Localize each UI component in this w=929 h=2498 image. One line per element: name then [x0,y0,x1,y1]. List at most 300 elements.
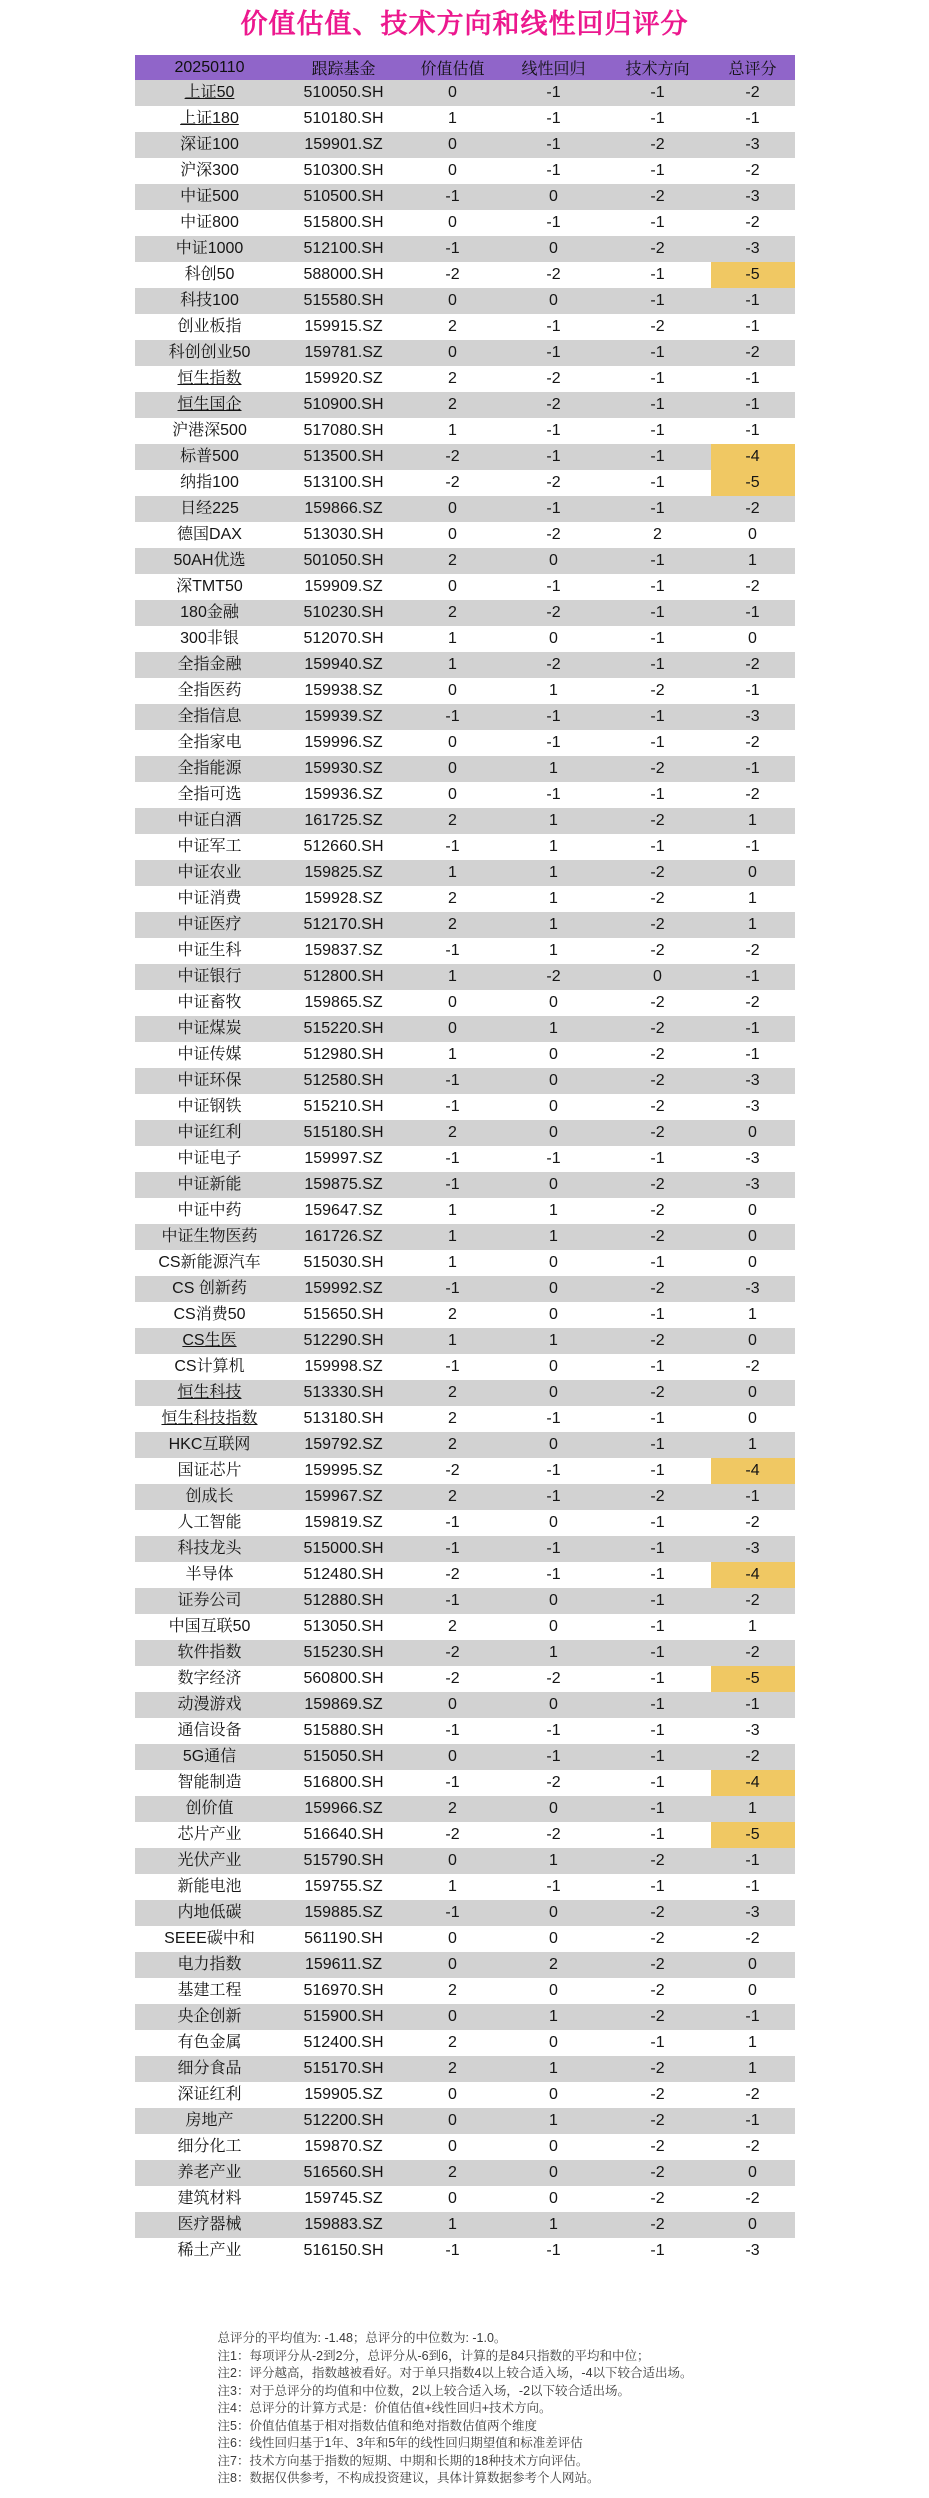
fund-code-cell: 560800.SH [303,1670,384,1687]
index-name-cell: 新能电池 [177,1878,242,1895]
table-row [135,80,795,106]
total-score-cell: -2 [745,2190,760,2207]
valuation-cell: -1 [403,236,503,262]
table-row [135,2082,795,2108]
fund-code-cell: 561190.SH [304,1930,383,1947]
regression-cell: -1 [503,1536,605,1562]
index-name-cell: CS 创新药 [135,1276,285,1302]
valuation-cell: -1 [403,1588,503,1614]
regression-cell: 1 [503,1016,605,1042]
total-score-cell: 1 [711,2056,795,2082]
total-score-cell: -3 [711,1900,795,1926]
direction-cell: -1 [650,1306,665,1323]
regression-cell: -2 [546,1826,561,1843]
table-row [135,2134,795,2160]
fund-code-cell: 515220.SH [285,1016,403,1042]
index-name-cell: 软件指数 [135,1640,285,1666]
index-name-cell: 中证传媒 [177,1046,242,1063]
direction-cell: -2 [605,2108,711,2134]
fund-code-cell: 513500.SH [285,444,403,470]
direction-cell: -2 [650,2190,665,2207]
valuation-cell: -2 [445,1670,460,1687]
direction-cell: -2 [605,860,711,886]
fund-code-cell: 161726.SZ [285,1224,403,1250]
table-row [135,184,795,210]
valuation-cell: 2 [403,808,503,834]
index-name-cell: 180金融 [135,600,285,626]
fund-code-cell: 159837.SZ [304,942,383,959]
regression-cell: -1 [546,110,561,127]
direction-cell: -2 [605,1224,711,1250]
valuation-cell: 2 [403,1484,503,1510]
total-score-cell: -3 [745,1150,760,1167]
direction-cell: -1 [605,652,711,678]
regression-cell: 1 [549,1202,558,1219]
regression-cell: 0 [503,1692,605,1718]
fund-code-cell: 512400.SH [303,2034,384,2051]
table-row [135,808,795,834]
regression-cell: -1 [503,1484,605,1510]
total-score-cell: -1 [745,1046,760,1063]
table-row [135,236,795,262]
direction-cell: -2 [605,808,711,834]
regression-cell: 0 [549,2034,558,2051]
fund-code-cell: 515580.SH [285,288,403,314]
regression-cell: -1 [546,162,561,179]
table-row [135,1692,795,1718]
index-name-cell: 房地产 [135,2108,285,2134]
valuation-cell: 2 [403,1796,503,1822]
regression-cell: 0 [549,1254,558,1271]
index-name-cell: 芯片产业 [177,1826,242,1843]
total-score-cell: 0 [748,1254,757,1271]
direction-cell: -2 [650,682,665,699]
valuation-cell: -2 [403,1640,503,1666]
direction-cell: -1 [650,1670,665,1687]
valuation-cell: -1 [403,1536,503,1562]
score-table [135,55,795,2264]
fund-code-cell: 512660.SH [303,838,384,855]
table-row [135,1302,795,1328]
valuation-cell: 1 [448,630,457,647]
score-table-header [135,55,795,80]
valuation-cell: 0 [403,132,503,158]
fund-code-cell: 159866.SZ [285,496,403,522]
fund-code-cell: 159885.SZ [285,1900,403,1926]
index-name-cell: 细分化工 [177,2138,242,2155]
direction-cell: -2 [605,132,711,158]
valuation-cell: 0 [403,756,503,782]
regression-cell: 0 [503,1276,605,1302]
table-row [135,522,795,548]
total-score-cell: -4 [711,1458,795,1484]
fund-code-cell: 516800.SH [303,1774,384,1791]
index-name-cell: 纳指100 [180,474,239,491]
total-score-cell: 0 [711,1120,795,1146]
total-score-cell: 0 [748,1202,757,1219]
total-score-cell: -2 [745,942,760,959]
direction-cell: -2 [605,2056,711,2082]
regression-cell: 0 [503,1796,605,1822]
index-name-cell: 中证电子 [177,1150,242,1167]
valuation-cell: 2 [403,2056,503,2082]
direction-cell: -1 [605,1432,711,1458]
total-score-cell: -2 [745,1930,760,1947]
table-row [135,1874,795,1900]
valuation-cell: 0 [403,496,503,522]
direction-cell: -2 [605,1016,711,1042]
total-score-cell: -3 [711,704,795,730]
regression-cell: -1 [503,132,605,158]
page-content [135,0,795,2498]
table-row [135,1042,795,1068]
regression-cell: 0 [549,1618,558,1635]
column-header-regression: 线性回归 [503,55,605,80]
fund-code-cell: 516560.SH [285,2160,403,2186]
valuation-cell: -1 [445,1358,460,1375]
note-line: 注8：数据仅供参考，不构成投资建议，具体计算数据参考个人网站。 [217,2471,600,2485]
table-row [135,1640,795,1666]
direction-cell: -1 [605,1796,711,1822]
table-row [135,1432,795,1458]
table-row [135,470,795,496]
index-name-cell: 300非银 [180,630,239,647]
regression-cell: -2 [503,600,605,626]
table-row [135,678,795,704]
total-score-cell: -2 [745,786,760,803]
table-row [135,1458,795,1484]
table-row [135,1380,795,1406]
fund-code-cell: 513330.SH [285,1380,403,1406]
direction-cell: -2 [605,1484,711,1510]
fund-code-cell: 159920.SZ [304,370,383,387]
fund-code-cell: 159939.SZ [285,704,403,730]
fund-code-cell: 159992.SZ [285,1276,403,1302]
table-row [135,548,795,574]
regression-cell: -1 [546,1462,561,1479]
valuation-cell: -1 [445,1150,460,1167]
total-score-cell: -2 [745,734,760,751]
valuation-cell: 0 [448,2190,457,2207]
valuation-cell: 0 [448,994,457,1011]
regression-cell: 1 [549,942,558,959]
regression-cell: 0 [503,184,605,210]
total-score-cell: -2 [711,1588,795,1614]
table-row [135,1562,795,1588]
table-row [135,1406,795,1432]
index-name-cell: 中证钢铁 [177,1098,242,1115]
table-row [135,756,795,782]
valuation-cell: 2 [403,392,503,418]
index-name-cell: 5G通信 [135,1744,285,1770]
fund-code-cell: 510050.SH [285,80,403,106]
regression-cell: 1 [503,1848,605,1874]
direction-cell: -1 [650,1566,665,1583]
direction-cell: -1 [650,1254,665,1271]
fund-code-cell: 588000.SH [303,266,384,283]
valuation-cell: 1 [403,652,503,678]
direction-cell: 2 [653,526,662,543]
total-score-cell: -3 [711,1276,795,1302]
fund-code-cell: 515880.SH [303,1722,384,1739]
total-score-cell: -5 [711,1666,795,1692]
valuation-cell: 0 [448,1930,457,1947]
total-score-cell: -1 [711,600,795,626]
total-score-cell: -2 [745,2138,760,2155]
fund-code-cell: 159938.SZ [304,682,383,699]
valuation-cell: 1 [448,110,457,127]
index-name-cell: 深证红利 [177,2086,242,2103]
regression-cell: 1 [549,682,558,699]
total-score-cell: -1 [745,422,760,439]
fund-code-cell: 512480.SH [303,1566,384,1583]
table-row [135,1224,795,1250]
total-score-cell: 1 [748,1618,757,1635]
table-row [135,1666,795,1692]
table-row [135,2030,795,2056]
table-row [135,938,795,964]
direction-cell: -2 [605,1380,711,1406]
regression-cell: 1 [503,1328,605,1354]
index-name-cell: 上证180 [180,110,239,127]
note-line: 注5：价值估值基于相对指数估值和绝对指数估值两个维度 [217,2418,537,2433]
table-row [135,782,795,808]
note-line: 注6：线性回归基于1年、3年和5年的线性回归期望值和标准差评估 [217,2436,583,2450]
regression-cell: -1 [503,340,605,366]
direction-cell: -1 [605,340,711,366]
direction-cell: -1 [650,422,665,439]
table-row [135,1822,795,1848]
index-name-cell: 全指金融 [135,652,285,678]
direction-cell: -2 [605,756,711,782]
fund-code-cell: 159930.SZ [285,756,403,782]
fund-code-cell: 159995.SZ [304,1462,383,1479]
fund-code-cell: 515790.SH [285,1848,403,1874]
index-name-cell: 沪港深500 [172,422,247,439]
table-row [135,1198,795,1224]
index-name-cell: 证券公司 [135,1588,285,1614]
table-row [135,158,795,184]
total-score-cell: -3 [711,1536,795,1562]
total-score-cell: 0 [748,1410,757,1427]
valuation-cell: 1 [403,2212,503,2238]
table-row [135,132,795,158]
index-name-cell: 德国DAX [177,526,242,543]
index-name-cell: 科创创业50 [135,340,285,366]
fund-code-cell: 515050.SH [285,1744,403,1770]
table-row [135,1146,795,1172]
direction-cell: -2 [650,994,665,1011]
fund-code-cell: 513050.SH [303,1618,384,1635]
valuation-cell: -1 [445,1774,460,1791]
total-score-cell: -1 [711,964,795,990]
index-name-cell: 全指信息 [135,704,285,730]
valuation-cell: 0 [403,80,503,106]
direction-cell: -1 [650,370,665,387]
total-score-cell: -1 [745,682,760,699]
table-row [135,1250,795,1276]
table-row [135,600,795,626]
table-row [135,210,795,236]
direction-cell: -2 [605,1276,711,1302]
fund-code-cell: 501050.SH [285,548,403,574]
valuation-cell: 2 [403,1120,503,1146]
valuation-cell: -2 [445,1566,460,1583]
total-score-cell: 1 [748,2034,757,2051]
direction-cell: -2 [650,1202,665,1219]
total-score-cell: 0 [711,1952,795,1978]
regression-cell: -2 [546,370,561,387]
valuation-cell: 2 [448,318,457,335]
fund-code-cell: 159825.SZ [285,860,403,886]
direction-cell: -1 [605,1536,711,1562]
direction-cell: -2 [605,2004,711,2030]
table-row [135,2056,795,2082]
regression-cell: -2 [546,266,561,283]
valuation-cell: 0 [403,1744,503,1770]
regression-cell: 1 [503,2108,605,2134]
valuation-cell: 1 [403,964,503,990]
fund-code-cell: 515000.SH [285,1536,403,1562]
regression-cell: -1 [546,786,561,803]
fund-code-cell: 512980.SH [303,1046,384,1063]
table-row [135,1588,795,1614]
fund-code-cell: 159997.SZ [304,1150,383,1167]
fund-code-cell: 159915.SZ [304,318,383,335]
table-row [135,444,795,470]
index-name-cell: 中证白酒 [135,808,285,834]
valuation-cell: 2 [448,2034,457,2051]
regression-cell: -1 [546,734,561,751]
fund-code-cell: 159755.SZ [304,1878,383,1895]
regression-cell: -1 [546,1566,561,1583]
direction-cell: -1 [650,2034,665,2051]
table-row [135,886,795,912]
direction-cell: -2 [605,236,711,262]
regression-cell: 0 [503,1120,605,1146]
table-row [135,1718,795,1744]
valuation-cell: 0 [403,288,503,314]
valuation-cell: 2 [403,2160,503,2186]
valuation-cell: 0 [448,162,457,179]
fund-code-cell: 515650.SH [303,1306,384,1323]
fund-code-cell: 159996.SZ [304,734,383,751]
fund-code-cell: 159998.SZ [304,1358,383,1375]
index-name-cell: 基建工程 [177,1982,242,1999]
index-name-cell: 稀土产业 [177,2242,242,2259]
valuation-cell: -1 [403,1172,503,1198]
header-row [135,55,795,80]
direction-cell: -1 [605,288,711,314]
table-row [135,1770,795,1796]
total-score-cell: -4 [711,1770,795,1796]
index-name-cell: 养老产业 [135,2160,285,2186]
total-score-cell: -3 [711,236,795,262]
column-header-total: 总评分 [711,55,795,80]
fund-code-cell: 516640.SH [303,1826,384,1843]
regression-cell: 1 [503,860,605,886]
direction-cell: -2 [650,942,665,959]
total-score-cell: -4 [711,1562,795,1588]
regression-cell: 1 [503,2212,605,2238]
table-row [135,990,795,1016]
note-line: 注2：评分越高，指数越被看好。对于单只指数4以上较合适入场，-4以下较合适出场。 [217,2366,693,2380]
index-name-cell: HKC互联网 [135,1432,285,1458]
fund-code-cell: 159875.SZ [285,1172,403,1198]
total-score-cell: 0 [748,526,757,543]
valuation-cell: -1 [445,838,460,855]
total-score-cell: -1 [711,1848,795,1874]
total-score-cell: -1 [711,1692,795,1718]
table-row [135,860,795,886]
fund-code-cell: 515170.SH [285,2056,403,2082]
valuation-cell: 2 [403,600,503,626]
note-line: 注1：每项评分从-2到2分，总评分从-6到6，计算的是84只指数的平均和中位； [217,2348,650,2363]
valuation-cell: -1 [403,1068,503,1094]
direction-cell: -2 [605,1328,711,1354]
valuation-cell: 2 [448,1306,457,1323]
total-score-cell: 0 [711,1328,795,1354]
table-row [135,392,795,418]
direction-cell: -1 [605,392,711,418]
total-score-cell: -5 [711,262,795,288]
table-row [135,1484,795,1510]
total-score-cell: 0 [711,2212,795,2238]
fund-code-cell: 510500.SH [285,184,403,210]
index-name-cell: 全指可选 [177,786,242,803]
table-row [135,2108,795,2134]
valuation-cell: 2 [448,1982,457,1999]
index-name-cell: 内地低碳 [135,1900,285,1926]
notes-list [218,2348,795,2488]
note-line: 注3：对于总评分的均值和中位数，2以上较合适入场，-2以下较合适出场。 [217,2383,631,2398]
valuation-cell: -2 [445,266,460,283]
direction-cell: -1 [650,1150,665,1167]
table-row [135,1796,795,1822]
table-row [135,2160,795,2186]
index-name-cell: 动漫游戏 [135,1692,285,1718]
index-name-cell: 科创50 [184,266,235,283]
index-name-cell: 深证100 [135,132,285,158]
direction-cell: -2 [605,1172,711,1198]
regression-cell: -2 [546,474,561,491]
direction-cell: -1 [650,1826,665,1843]
direction-cell: -1 [650,786,665,803]
fund-code-cell: 512880.SH [285,1588,403,1614]
direction-cell: -1 [650,1774,665,1791]
score-summary-line: 总评分的平均值为: -1.48；总评分的中位数为: -1.0。 [217,2331,507,2345]
total-score-cell: -5 [711,470,795,496]
total-score-cell: -1 [711,2004,795,2030]
index-name-cell: 数字经济 [177,1670,242,1687]
total-score-cell: 1 [711,1432,795,1458]
table-row [135,1536,795,1562]
fund-code-cell: 161725.SZ [285,808,403,834]
total-score-cell: 0 [748,1982,757,1999]
total-score-cell: -2 [745,578,760,595]
regression-cell: -2 [546,1670,561,1687]
direction-cell: -2 [650,2138,665,2155]
fund-code-cell: 515800.SH [303,214,384,231]
fund-code-cell: 159792.SZ [285,1432,403,1458]
index-name-cell: 50AH优选 [135,548,285,574]
index-name-cell: 上证50 [135,80,285,106]
regression-cell: -1 [546,578,561,595]
table-row [135,834,795,860]
fund-code-cell: 512800.SH [285,964,403,990]
index-name-cell: 光伏产业 [135,1848,285,1874]
regression-cell: 0 [549,1098,558,1115]
